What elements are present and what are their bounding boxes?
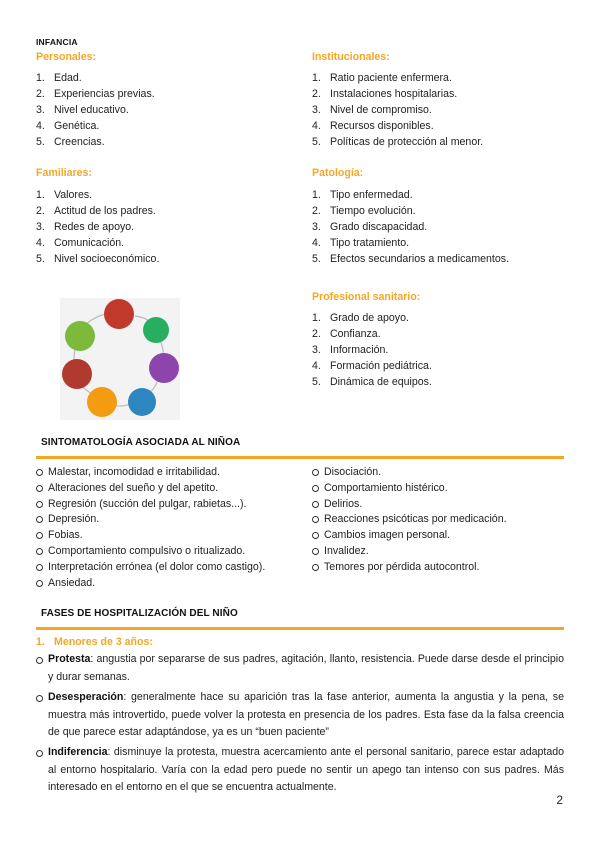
sintomatologia-header (36, 432, 564, 459)
fases-header (36, 603, 564, 630)
page-top-label: INFANCIA (36, 37, 78, 47)
list-item: 3. Información. (312, 344, 389, 356)
bullet-icon (36, 469, 43, 476)
list-item: 2. Actitud de los padres. (36, 205, 156, 217)
diagram-node (65, 321, 95, 351)
fase-term: Desesperación (48, 691, 124, 703)
bullet-icon (36, 548, 43, 555)
bullet-icon (36, 750, 43, 757)
bullet-item: Temores por pérdida autocontrol. (312, 560, 507, 576)
patologia-title: Patología: (312, 167, 364, 179)
institucionales-title: Institucionales: (312, 51, 390, 63)
fases-subhead-text: Menores de 3 años: (54, 636, 153, 648)
bullet-icon (36, 532, 43, 539)
list-item: 4. Comunicación. (36, 237, 125, 249)
list-item: 5. Nivel socioeconómico. (36, 253, 160, 265)
bullet-item: Cambios imagen personal. (312, 528, 507, 544)
fases-subhead (36, 636, 153, 648)
bullet-item: Reacciones psicóticas por medicación. (312, 512, 507, 528)
bullet-item: Disociación. (312, 465, 507, 481)
list-item: 2. Instalaciones hospitalarias. (312, 88, 458, 100)
fase-paragraph-indiferencia (36, 744, 564, 797)
list-item: 4. Genética. (36, 120, 100, 132)
list-item: 1. Grado de apoyo. (312, 312, 409, 324)
bullet-item: Depresión. (36, 512, 265, 528)
diagram-node (143, 317, 169, 343)
bullet-item: Regresión (succión del pulgar, rabietas...). (36, 497, 265, 513)
fase-text: : generalmente hace su aparición tras la fase anterior, aumenta la angustia y la pena, se muestra más introvertido, puede volver la protesta en presencia de los padres. Esta fase da la falsa creencia de que parece estar adaptándose, ya es un “buen paciente” (48, 691, 564, 738)
bullet-icon (36, 516, 43, 523)
profesional-list (312, 310, 432, 390)
list-item: 3. Nivel educativo. (36, 104, 129, 116)
bullet-icon (312, 501, 319, 508)
bullet-icon (312, 564, 319, 571)
fases-subhead-number: 1. (36, 636, 45, 648)
bullet-icon (36, 580, 43, 587)
bullet-item: Ansiedad. (36, 576, 265, 592)
bullet-icon (312, 485, 319, 492)
sintomatologia-left-list (36, 465, 265, 591)
page-number: 2 (556, 793, 563, 807)
list-item: 5. Políticas de protección al menor. (312, 136, 484, 148)
list-item: 4. Tipo tratamiento. (312, 237, 410, 249)
list-item: 5. Dinámica de equipos. (312, 376, 432, 388)
list-item: 2. Confianza. (312, 328, 381, 340)
diagram-node (62, 359, 92, 389)
bullet-item: Invalidez. (312, 544, 507, 560)
factors-cycle-diagram (60, 298, 180, 420)
fase-paragraph-protesta (36, 651, 564, 686)
diagram-node (104, 299, 134, 329)
fase-text: : angustia por separarse de sus padres, agitación, llanto, resistencia. Puede darse desde el principio y durar semanas. (48, 653, 564, 683)
bullet-icon (312, 532, 319, 539)
fase-text: : disminuye la protesta, muestra acercamiento ante el personal sanitario, parece estar adaptado al entorno hospitalario. Varía con la edad pero puede no sentir un apego tan intenso con sus padres. Más interesado en el entorno en el que se encuentra actualmente. (48, 746, 564, 793)
sintomatologia-right-list (312, 465, 507, 576)
bullet-icon (36, 657, 43, 664)
fases-title: FASES DE HOSPITALIZACIÓN DEL NIÑO (41, 608, 238, 619)
list-item: 5. Creencias. (36, 136, 105, 148)
list-item: 1. Edad. (36, 72, 82, 84)
bullet-icon (36, 564, 43, 571)
list-item: 1. Valores. (36, 189, 93, 201)
bullet-icon (36, 695, 43, 702)
familiares-list (36, 187, 159, 267)
bullet-icon (36, 501, 43, 508)
list-item: 4. Formación pediátrica. (312, 360, 432, 372)
bullet-item: Malestar, incomodidad e irritabilidad. (36, 465, 265, 481)
list-item: 2. Experiencias previas. (36, 88, 155, 100)
bullet-icon (312, 516, 319, 523)
bullet-item: Fobias. (36, 528, 265, 544)
list-item: 1. Tipo enfermedad. (312, 189, 413, 201)
list-item: 5. Efectos secundarios a medicamentos. (312, 253, 510, 265)
bullet-item: Alteraciones del sueño y del apetito. (36, 481, 265, 497)
diagram-node (87, 387, 117, 417)
bullet-icon (36, 485, 43, 492)
diagram-node (149, 353, 179, 383)
personales-list (36, 70, 155, 150)
list-item: 4. Recursos disponibles. (312, 120, 434, 132)
list-item: 1. Ratio paciente enfermera. (312, 72, 452, 84)
profesional-title: Profesional sanitario: (312, 291, 421, 303)
bullet-item: Comportamiento histérico. (312, 481, 507, 497)
fase-term: Protesta (48, 653, 91, 665)
bullet-item: Comportamiento compulsivo o ritualizado. (36, 544, 265, 560)
personales-title: Personales: (36, 51, 97, 63)
bullet-icon (312, 469, 319, 476)
bullet-item: Delirios. (312, 497, 507, 513)
list-item: 3. Grado discapacidad. (312, 221, 428, 233)
bullet-item: Interpretación errónea (el dolor como castigo). (36, 560, 265, 576)
sintomatologia-title: SINTOMATOLOGÍA ASOCIADA AL NIÑOA (41, 437, 241, 448)
fase-term: Indiferencia (48, 746, 108, 758)
bullet-icon (312, 548, 319, 555)
diagram-node (128, 388, 156, 416)
familiares-title: Familiares: (36, 167, 92, 179)
list-item: 2. Tiempo evolución. (312, 205, 416, 217)
institucionales-list (312, 70, 483, 150)
list-item: 3. Redes de apoyo. (36, 221, 135, 233)
list-item: 3. Nivel de compromiso. (312, 104, 432, 116)
patologia-list (312, 187, 509, 267)
fase-paragraph-desesperacion (36, 689, 564, 742)
